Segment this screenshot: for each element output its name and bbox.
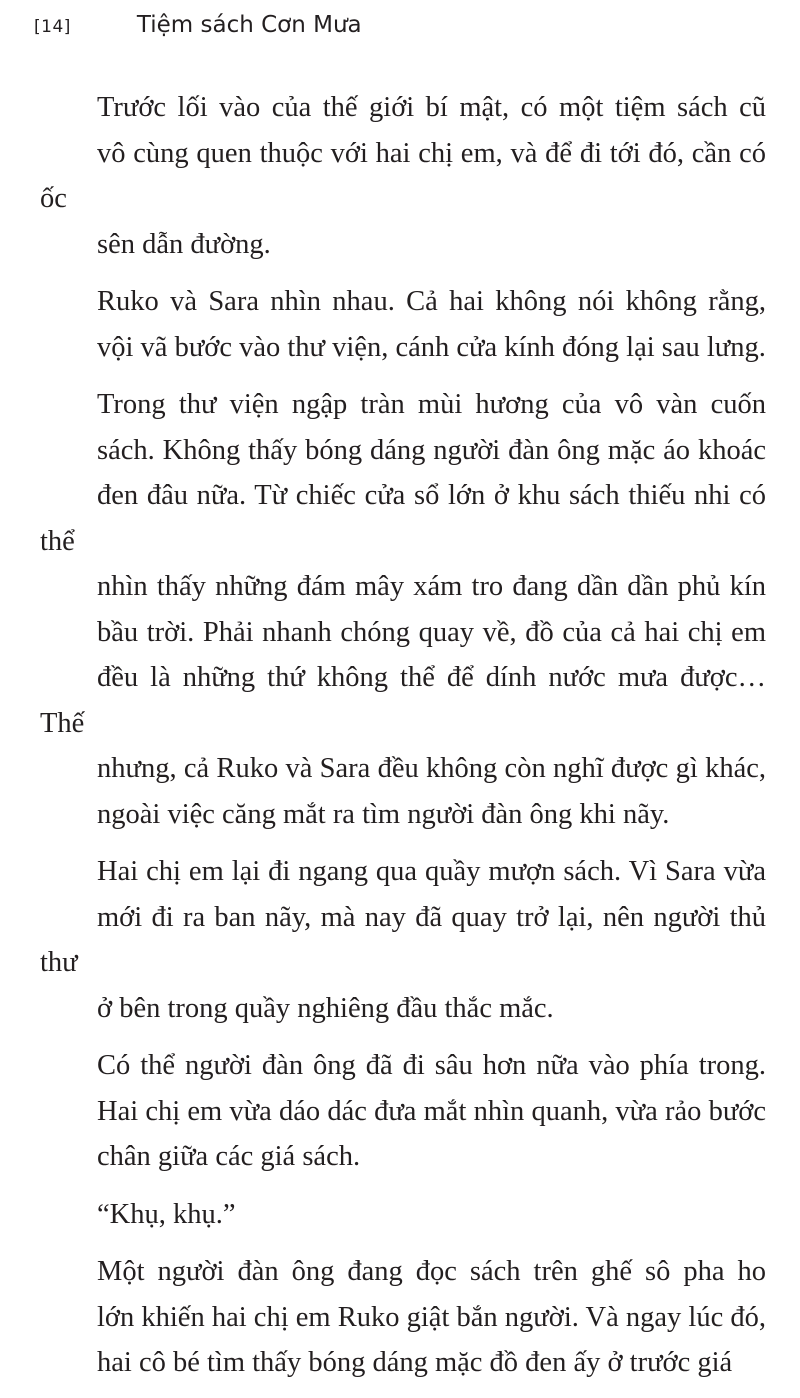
text-line: bầu trời. Phải nhanh chóng quay về, đồ của cả hai chị em: [97, 616, 766, 648]
text-line: nhìn thấy những đám mây xám tro đang dần dần phủ kín: [97, 571, 766, 602]
text-line: nhưng, cả Ruko và Sara đều không còn nghĩ được gì khác,: [97, 753, 766, 784]
text-line: Trước lối vào của thế giới bí mật, có một tiệm sách cũ: [97, 92, 766, 123]
text-line: Một người đàn ông đang đọc sách trên ghế sô pha ho: [97, 1256, 766, 1287]
page-number: [14]: [34, 17, 71, 37]
text-line: hai cô bé tìm thấy bóng dáng mặc đồ đen ấy ở trước giá: [97, 1347, 733, 1378]
paragraph: [40, 85, 766, 267]
paragraph: [40, 1043, 766, 1180]
text-line: đen đâu nữa. Từ chiếc cửa sổ lớn ở khu sách thiếu nhi có thể: [40, 480, 766, 557]
text-line: Trong thư viện ngập tràn mùi hương của vô vàn cuốn: [97, 389, 766, 420]
text-line: Hai chị em lại đi ngang qua quầy mượn sách. Vì Sara vừa: [97, 856, 766, 887]
text-line: “Khụ, khụ.”: [97, 1198, 236, 1230]
text-line: ngoài việc căng mắt ra tìm người đàn ông khi nãy.: [97, 798, 670, 830]
paragraph: [40, 1249, 766, 1386]
text-line: mới đi ra ban nãy, mà nay đã quay trở lại, nên người thủ thư: [40, 901, 766, 978]
text-line: chân giữa các giá sách.: [97, 1141, 361, 1172]
text-line: Ruko và Sara nhìn nhau. Cả hai không nói không rằng,: [97, 286, 766, 317]
text-line: ở bên trong quầy nghiêng đầu thắc mắc.: [97, 992, 554, 1024]
text-line: vội vã bước vào thư viện, cánh cửa kính đóng lại sau lưng.: [97, 331, 766, 363]
text-line: đều là những thứ không thể để dính nước mưa được… Thế: [40, 662, 766, 739]
text-line: sên dẫn đường.: [97, 228, 271, 260]
page-header: [34, 12, 766, 46]
paragraph: [40, 1192, 766, 1238]
text-line: vô cùng quen thuộc với hai chị em, và để đi tới đó, cần có ốc: [40, 137, 766, 214]
text-line: sách. Không thấy bóng dáng người đàn ông mặc áo khoác: [97, 434, 766, 466]
paragraph: [40, 382, 766, 837]
body-text: [40, 85, 766, 1398]
paragraph: [40, 279, 766, 370]
text-line: Có thể người đàn ông đã đi sâu hơn nữa vào phía trong.: [97, 1050, 766, 1081]
text-line: lớn khiến hai chị em Ruko giật bắn người. Và ngay lúc đó,: [97, 1301, 766, 1333]
running-title: Tiệm sách Cơn Mưa: [136, 12, 362, 38]
paragraph: [40, 849, 766, 1031]
text-line: Hai chị em vừa dáo dác đưa mắt nhìn quanh, vừa rảo bước: [97, 1095, 766, 1127]
